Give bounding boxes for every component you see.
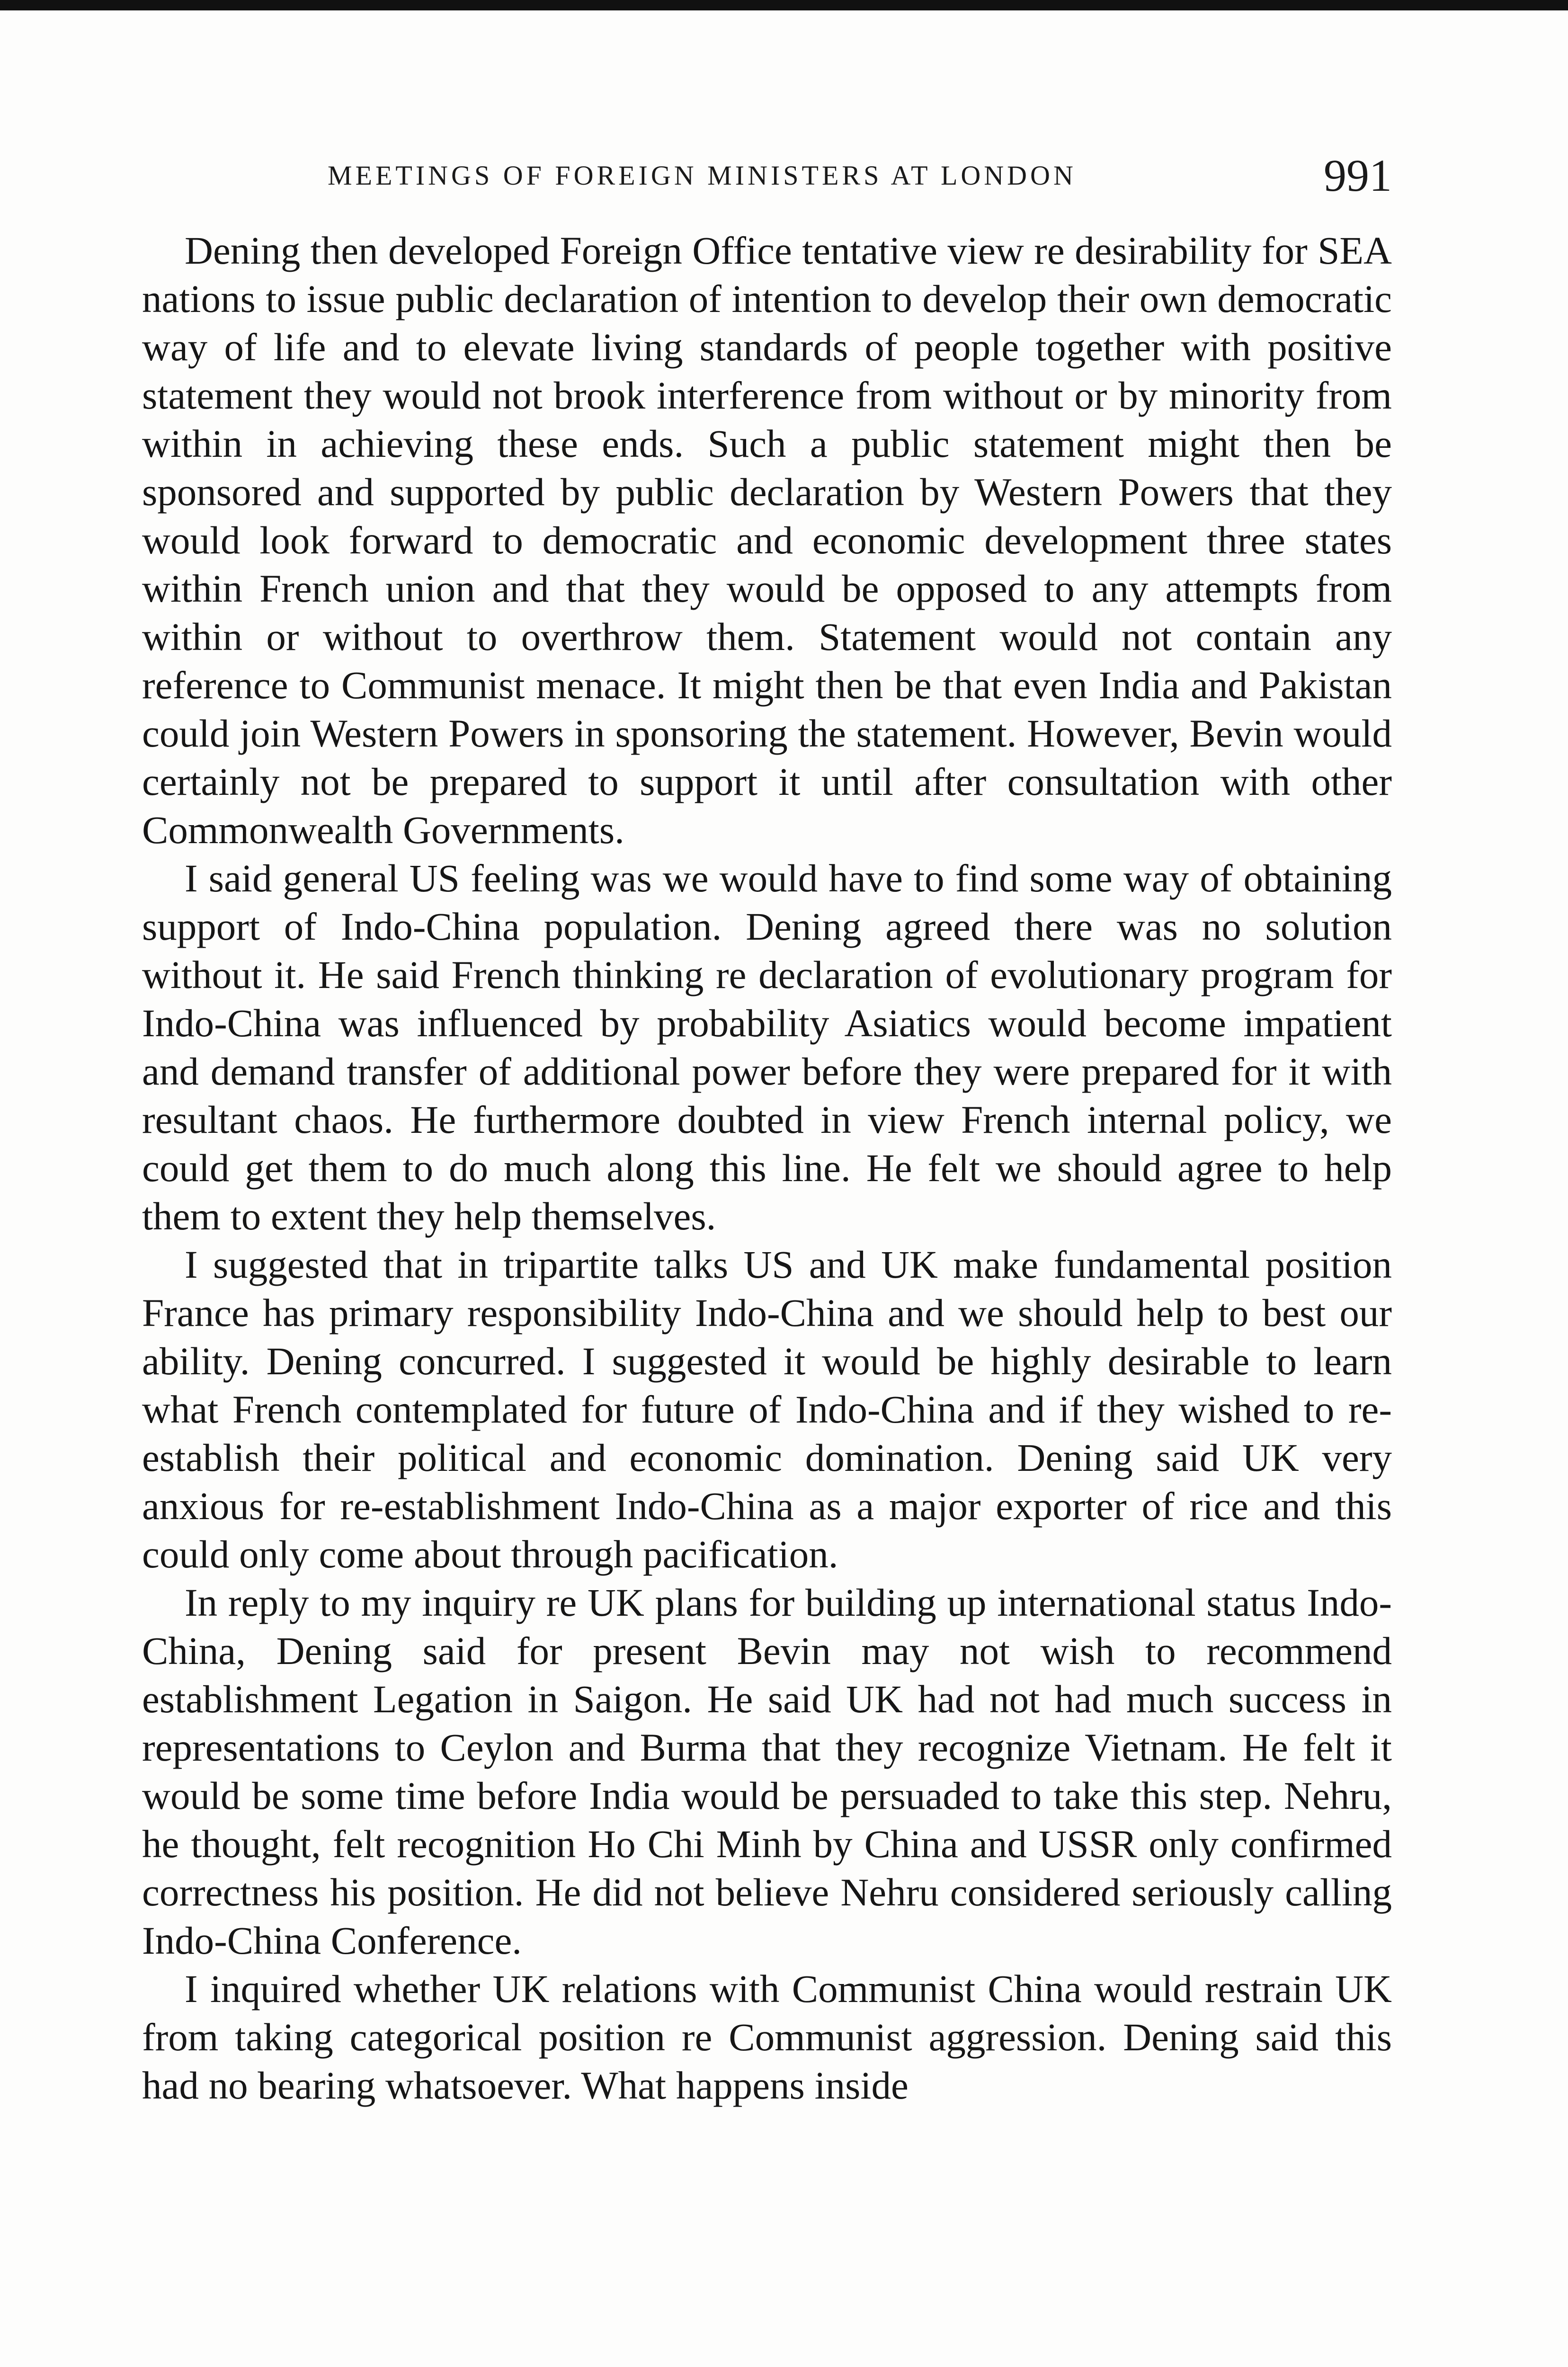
body-text bbox=[142, 226, 1392, 2109]
page-number: 991 bbox=[1324, 150, 1392, 201]
paragraph: I said general US feeling was we would have to find some way of obtaining support of Indo-China population. Dening agreed there was no solution without it. He said French thinking re declaration of evolutionary program for Indo-China was influenced by probability Asiatics would become impatient and demand transfer of additional power before they were prepared for it with resultant chaos. He furthermore doubted in view French internal policy, we could get them to do much along this line. He felt we should agree to help them to extent they help themselves. bbox=[142, 856, 1392, 1238]
paragraph: Dening then developed Foreign Office tentative view re desirability for SEA nations to issue public declaration of intention to develop their own democratic way of life and to elevate living standards of people together with positive statement they would not brook interference from without or by minority from within in achieving these ends. Such a public statement might then be sponsored and supported by public declaration by Western Powers that they would look forward to democratic and economic development three states within French union and that they would be opposed to any attempts from within or without to overthrow them. Statement would not contain any reference to Communist menace. It might then be that even India and Pakistan could join Western Powers in sponsoring the statement. However, Bevin would certainly not be prepared to support it until after consultation with other Commonwealth Governments. bbox=[142, 229, 1392, 852]
scan-top-border bbox=[0, 0, 1568, 10]
paragraph: In reply to my inquiry re UK plans for building up international status Indo-China, Dening said for present Bevin may not wish to recommend establishment Legation in Saigon. He said UK had not had much success in representations to Ceylon and Burma that they recognize Vietnam. He felt it would be some time before India would be persuaded to take this step. Nehru, he thought, felt recognition Ho Chi Minh by China and USSR only confirmed correctness his position. He did not believe Nehru considered seriously calling Indo-China Conference. bbox=[142, 1581, 1392, 1962]
paragraph: I inquired whether UK relations with Communist China would restrain UK from taking categorical position re Communist aggression. Dening said this had no bearing whatsoever. What happens inside bbox=[142, 1967, 1392, 2107]
running-head: MEETINGS OF FOREIGN MINISTERS AT LONDON bbox=[328, 160, 1077, 191]
page-header bbox=[142, 149, 1392, 201]
paragraph: I suggested that in tripartite talks US and UK make fundamental position France has primary responsibility Indo-China and we should help to best our ability. Dening concurred. I suggested it would be highly desirable to learn what French contemplated for future of Indo-China and if they wished to re-establish their political and economic domination. Dening said UK very anxious for re-establishment Indo-China as a major exporter of rice and this could only come about through pacification. bbox=[142, 1243, 1392, 1576]
